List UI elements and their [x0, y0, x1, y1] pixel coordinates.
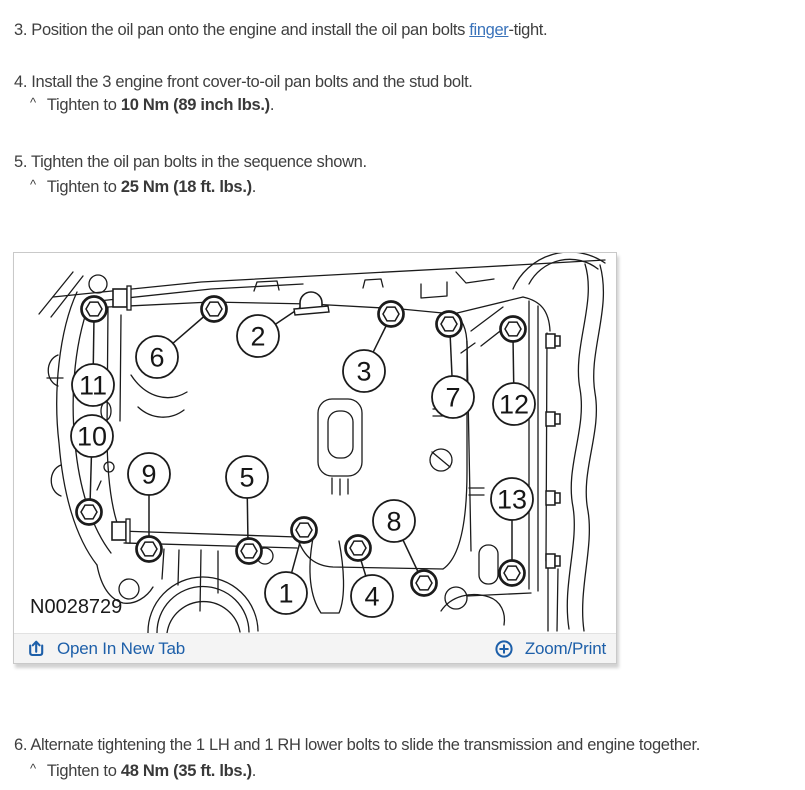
torque-text: Tighten to: [46, 96, 121, 114]
step-4-torque: [30, 96, 274, 115]
callout-number: 8: [386, 506, 402, 537]
callout-number: 3: [356, 356, 372, 387]
callout-9: [128, 453, 170, 495]
callout-number: 2: [250, 321, 266, 352]
bolt-side: [546, 554, 560, 568]
bolt-hex: [500, 561, 525, 586]
bolt-hex: [237, 539, 262, 564]
open-in-new-tab-label: Open In New Tab: [57, 638, 186, 658]
callout-number: 10: [76, 421, 108, 452]
figure-toolbar: [14, 633, 616, 663]
callout-number: 13: [496, 484, 528, 515]
callout-number: 4: [364, 581, 380, 612]
zoom-plus-icon: [494, 639, 514, 659]
step-number: 5.: [14, 153, 28, 171]
callout-number: 6: [149, 342, 165, 373]
bolt-square: [112, 519, 130, 543]
leader-line-7: [450, 332, 452, 376]
bolt-square: [113, 286, 131, 310]
step-number: 3.: [14, 21, 28, 39]
bolt-hex: [437, 312, 462, 337]
bolt-hex: [202, 297, 227, 322]
bolt-side: [546, 334, 560, 348]
caret-bullet: ^: [30, 761, 36, 776]
zoom-print-link[interactable]: [494, 639, 606, 659]
leader-line-11: [93, 317, 94, 364]
step-text: Tighten the oil pan bolts in the sequence shown.: [27, 153, 367, 171]
leader-line-5: [247, 498, 248, 543]
zoom-print-label: Zoom/Print: [524, 638, 606, 658]
bolt-hex: [137, 537, 162, 562]
step-6: [14, 736, 700, 755]
caret-bullet: ^: [30, 95, 36, 110]
step-3: [14, 21, 547, 40]
callout-number: 7: [445, 382, 461, 413]
callout-10: [71, 415, 113, 457]
bolt-side: [546, 491, 560, 505]
torque-text: .: [269, 96, 275, 114]
leader-line-6: [173, 313, 208, 343]
callout-4: [351, 575, 393, 617]
torque-text: .: [251, 178, 257, 196]
caret-bullet: ^: [30, 177, 36, 192]
bolt-side: [546, 412, 560, 426]
step-text: Position the oil pan onto the engine and install the oil pan bolts: [27, 21, 470, 39]
torque-text: .: [251, 762, 257, 780]
leader-line-12: [513, 337, 514, 383]
bolt-hex: [412, 571, 437, 596]
step-5-torque: [30, 178, 256, 197]
step-text: Install the 3 engine front cover-to-oil pan bolts and the stud bolt.: [27, 73, 473, 91]
torque-spec: 48 Nm (35 ft. lbs.): [120, 762, 252, 780]
callout-3: [343, 350, 385, 392]
callout-number: 5: [239, 462, 255, 493]
sequence-callouts: [71, 315, 535, 617]
callout-number: 9: [141, 459, 157, 490]
torque-text: Tighten to: [46, 762, 121, 780]
bolt-hex: [501, 317, 526, 342]
callout-number: 1: [278, 578, 294, 609]
callout-2: [237, 315, 279, 357]
figure-id-label: N0028729: [30, 596, 123, 618]
oil-pan-bolt-sequence-diagram: [14, 253, 616, 633]
step-number: 4.: [14, 73, 28, 91]
finger-link[interactable]: finger: [469, 21, 509, 39]
bolt-hex: [77, 500, 102, 525]
bolt-hex: [82, 297, 107, 322]
figure-oil-pan-diagram: [13, 252, 617, 664]
callout-5: [226, 456, 268, 498]
callout-13: [491, 478, 533, 520]
callout-1: [265, 572, 307, 614]
torque-spec: 10 Nm (89 inch lbs.): [120, 96, 270, 114]
callout-8: [373, 500, 415, 542]
bolt-hex: [346, 536, 371, 561]
torque-spec: 25 Nm (18 ft. lbs.): [120, 178, 252, 196]
callout-12: [493, 383, 535, 425]
torque-text: Tighten to: [46, 178, 121, 196]
bolt-stud: [294, 292, 329, 315]
step-number: 6.: [14, 736, 28, 754]
callout-number: 12: [498, 389, 530, 420]
step-text: Alternate tightening the 1 LH and 1 RH lower bolts to slide the transmission and engine together.: [27, 736, 700, 754]
step-4: [14, 73, 473, 92]
callout-7: [432, 376, 474, 418]
open-in-new-tab-link[interactable]: [27, 639, 185, 659]
callout-number: 11: [78, 370, 108, 401]
callout-6: [136, 336, 178, 378]
bolt-hex: [292, 518, 317, 543]
callout-11: [72, 364, 114, 406]
bolt-hex: [379, 302, 404, 327]
step-6-torque: [30, 762, 256, 781]
leader-line-10: [90, 457, 91, 505]
open-in-new-tab-icon: [27, 639, 46, 658]
step-text: -tight.: [508, 21, 548, 39]
leader-line-8: [403, 540, 420, 576]
step-5: [14, 153, 367, 172]
